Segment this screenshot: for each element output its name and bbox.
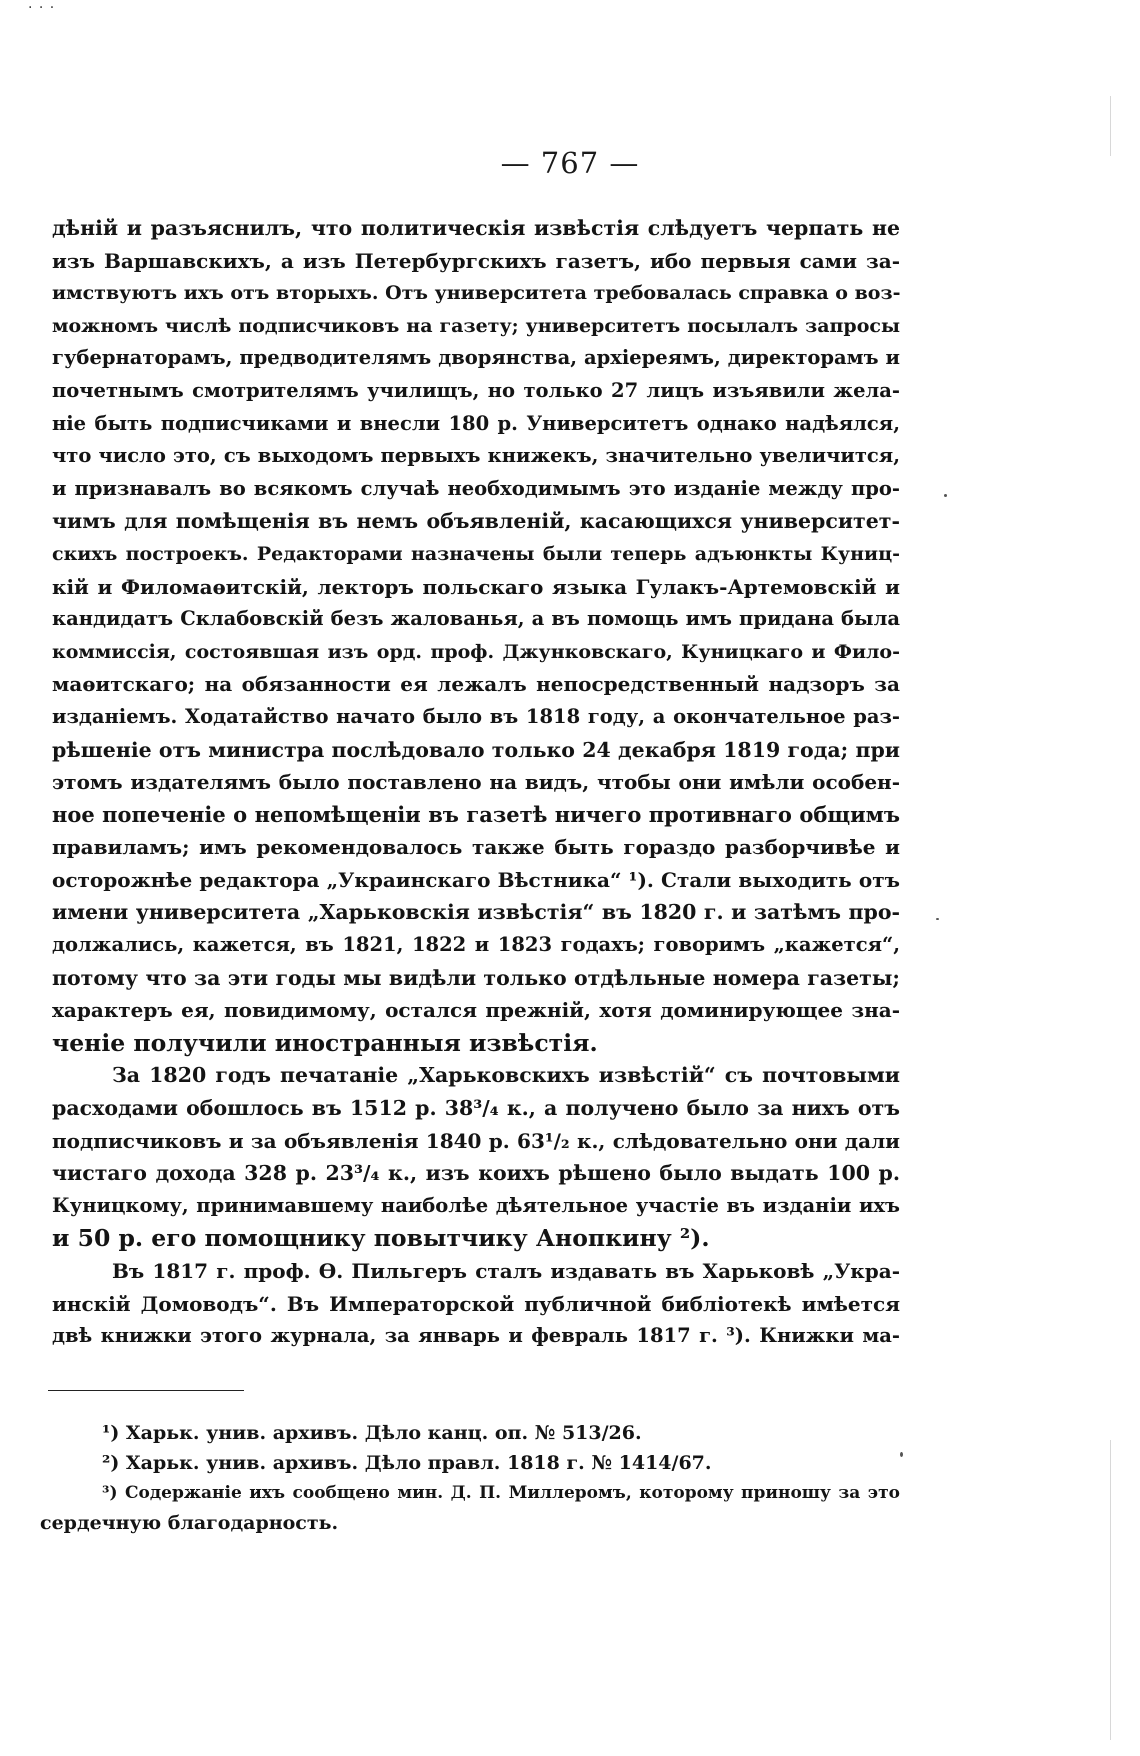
- text-line: дѣній и разъяснилъ, что политическія извѣстія слѣдуетъ черпать не: [52, 216, 900, 240]
- text-line: что число это, съ выходомъ первыхъ книжекъ, значительно увеличится,: [52, 444, 900, 468]
- footnote-line: ³) Содержаніе ихъ сообщено мин. Д. П. Миллеромъ, которому приношу за это: [102, 1483, 900, 1503]
- text-line: чимъ для помѣщенія въ немъ объявленій, касающихся университет-: [52, 509, 900, 534]
- footnotes: [40, 1418, 900, 1538]
- text-line: Въ 1817 г. проф. Ѳ. Пильгеръ сталъ издавать въ Харьковѣ „Укра-: [112, 1259, 900, 1283]
- text-line: имствуютъ ихъ отъ вторыхъ. Отъ университета требовалась справка о воз-: [52, 282, 901, 305]
- text-line: ченіе получили иностранныя извѣстія.: [52, 1028, 598, 1057]
- text-line: инскій Домоводъ“. Въ Императорской публичной библіотекѣ имѣется: [52, 1291, 900, 1316]
- text-line: можномъ числѣ подписчиковъ на газету; университетъ посылалъ запросы: [52, 314, 900, 337]
- scan-margin-line: [1110, 96, 1111, 156]
- text-line: ніе быть подписчиками и внесли 180 р. Университетъ однако надѣялся,: [52, 411, 900, 435]
- scan-margin-line: [1110, 1440, 1111, 1740]
- text-line: скихъ построекъ. Редакторами назначены были теперь адъюнкты Куниц-: [52, 542, 900, 565]
- footnote-line: сердечную благодарность.: [40, 1512, 339, 1534]
- top-margin-mark: · · ·: [28, 0, 56, 16]
- text-line: и 50 р. его помощнику повытчику Анопкину ²).: [52, 1224, 710, 1253]
- text-line: маѳитскаго; на обязанности ея лежалъ непосредственный надзоръ за: [52, 672, 900, 697]
- text-line: кандидатъ Склабовскій безъ жалованья, а въ помощь имъ придана была: [52, 607, 900, 631]
- body-text: [52, 212, 900, 1353]
- text-line: изданіемъ. Ходатайство начато было въ 1818 году, а окончательное раз-: [52, 704, 900, 728]
- text-line: изъ Варшавскихъ, а изъ Петербургскихъ газетъ, ибо первыя сами за-: [52, 248, 900, 273]
- text-line: кій и Филомаѳитскій, лекторъ польскаго языка Гулакъ-Артемовскій и: [52, 574, 900, 599]
- text-line: имени университета „Харьковскія извѣстія“ въ 1820 г. и затѣмъ про-: [52, 900, 900, 925]
- text-line: чистаго дохода 328 р. 23³/₄ к., изъ коихъ рѣшено было выдать 100 р.: [52, 1161, 900, 1186]
- text-line: потому что за эти годы мы видѣли только отдѣльные номера газеты;: [52, 965, 900, 990]
- footnote-separator: [48, 1390, 244, 1391]
- text-line: ное попеченіе о непомѣщеніи въ газетѣ ничего противнаго общимъ: [52, 801, 900, 827]
- text-line: правиламъ; имъ рекомендовалось также быть гораздо разборчивѣе и: [52, 835, 900, 860]
- footnote-line: ²) Харьк. унив. архивъ. Дѣло правл. 1818 г. № 1414/67.: [102, 1452, 712, 1474]
- text-line: коммиссія, состоявшая изъ орд. проф. Джунковскаго, Куницкаго и Фило-: [52, 640, 900, 663]
- text-line: осторожнѣе редактора „Украинскаго Вѣстника“ ¹). Стали выходить отъ: [52, 867, 900, 892]
- text-line: этомъ издателямъ было поставлено на видъ, чтобы они имѣли особен-: [52, 770, 900, 795]
- text-line: За 1820 годъ печатаніе „Харьковскихъ извѣстій“ съ почтовыми: [112, 1063, 900, 1088]
- text-line: расходами обошлось въ 1512 р. 38³/₄ к., а получено было за нихъ отъ: [52, 1096, 900, 1121]
- text-line: двѣ книжки этого журнала, за январь и февраль 1817 г. ³). Книжки ма-: [52, 1324, 900, 1348]
- scan-speck: [944, 494, 947, 497]
- scan-speck: [936, 918, 939, 920]
- text-line: характеръ ея, повидимому, остался прежній, хотя доминирующее зна-: [52, 998, 900, 1023]
- text-line: Куницкому, принимавшему наиболѣе дѣятельное участіе въ изданіи ихъ: [52, 1193, 900, 1217]
- scan-speck: [900, 1452, 903, 1457]
- text-line: рѣшеніе отъ министра послѣдовало только 24 декабря 1819 года; при: [52, 737, 900, 762]
- text-line: должались, кажется, въ 1821, 1822 и 1823 годахъ; говоримъ „кажется“,: [52, 933, 900, 957]
- text-line: почетнымъ смотрителямъ училищъ, но только 27 лицъ изъявили жела-: [52, 378, 900, 402]
- page-number: — 767 —: [500, 146, 640, 180]
- footnote-line: ¹) Харьк. унив. архивъ. Дѣло канц. оп. № 513/26.: [102, 1422, 642, 1444]
- text-line: подписчиковъ и за объявленія 1840 р. 63¹/₂ к., слѣдовательно они дали: [52, 1128, 900, 1153]
- text-line: губернаторамъ, предводителямъ дворянства, архіереямъ, директорамъ и: [52, 346, 900, 370]
- text-line: и признавалъ во всякомъ случаѣ необходимымъ это изданіе между про-: [52, 476, 900, 500]
